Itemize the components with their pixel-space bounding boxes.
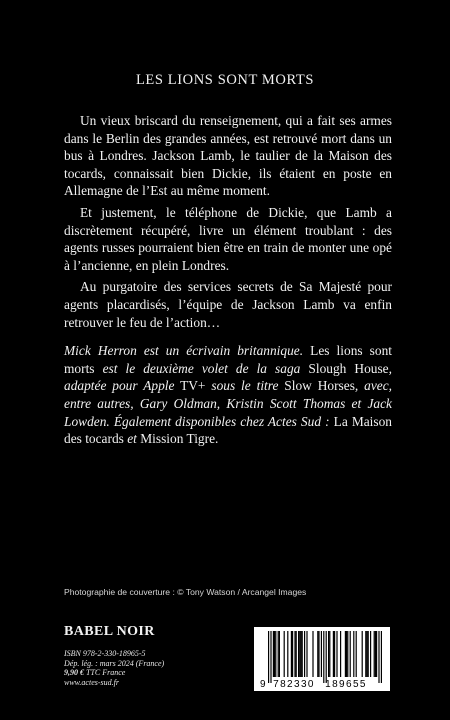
barcode-bar [270,631,271,683]
barcode-bar [374,631,375,677]
barcode-bar [302,631,303,677]
barcode-bar [312,631,313,677]
barcode-bar [336,631,337,677]
barcode-bar [378,631,379,683]
imprint-name: BABEL NOIR [64,624,155,639]
barcode-first-digit: 9 [260,679,266,690]
barcode-bar [317,631,318,677]
barcode-bar [365,631,366,677]
barcode-bar [370,631,371,677]
barcode-bar [340,631,341,677]
barcode-bar [268,631,269,683]
legal-deposit: Dép. lég. : mars 2024 (France) [64,658,165,668]
barcode-bar [323,631,324,683]
author-note: Mick Herron est un écrivain britannique. Les lions sont morts est le deuxième volet de la saga Slough House, adaptée pour Apple TV+ sous le titre Slow Horses, avec, entre autres, Gary Oldman, Kristin Scott Thomas et Jack Lowden. Également disponibles chez Actes Sud : La Maison des tocards et Mission Tigre. [64,343,393,447]
barcode-bar [346,631,347,677]
barcode-bar [329,631,330,677]
barcode-bar [347,631,348,677]
barcode-bar [326,631,327,683]
barcode-bar [299,631,300,677]
barcode-bar [345,631,346,677]
barcode [254,627,390,691]
barcode-graphic [254,627,390,691]
barcode-bar [334,631,335,677]
barcode-bar [300,631,301,677]
isbn-number: ISBN 978-2-330-18965-5 [64,649,146,658]
barcode-bar [273,631,274,677]
barcode-bar [291,631,292,677]
barcode-bar [362,631,363,677]
barcode-bar [296,631,297,677]
barcode-bar [350,631,351,677]
barcode-bar [294,631,295,677]
barcode-left-digits: 782330 [273,679,315,690]
barcode-bar [274,631,275,677]
cover-photo-credit: Photographie de couverture : © Tony Watson / Arcangel Images [64,587,307,597]
barcode-bar [381,631,382,683]
barcode-bar [353,631,354,677]
barcode-bar [287,631,288,677]
barcode-bar [284,631,285,677]
barcode-bar [321,631,322,677]
barcode-bar [318,631,319,677]
publication-info [64,649,164,687]
barcode-bar [376,631,377,677]
barcode-bar [279,631,280,677]
barcode-bar [333,631,334,677]
website: www.actes-sud.fr [64,677,119,687]
barcode-bar [375,631,376,677]
barcode-bar [306,631,307,677]
barcode-bars [268,631,382,683]
barcode-bar [292,631,293,677]
summary-paragraph-2: Et justement, le téléphone de Dickie, que Lamb a discrètement récupéré, livre un élément troublant : des agents russes pourraient bien être en train de monter une opé à l’ancienne, en plein Londres. [64,204,392,273]
barcode-bar [298,631,299,677]
price: 9,90 € TTC France [64,668,126,678]
back-cover-text [64,112,392,448]
barcode-bar [368,631,369,677]
barcode-bar [304,631,305,677]
barcode-right-digits: 189655 [325,679,367,690]
barcode-bar [275,631,276,677]
barcode-bar [366,631,367,677]
barcode-bar [328,631,329,677]
summary-paragraph-1: Un vieux briscard du renseignement, qui a fait ses armes dans le Berlin des grandes années, est retrouvé mort dans un bus à Londres. Jackson Lamb, le taulier de la Maison des tocards, connaissait bien Dickie, ils étaient en poste en Allemagne de l’Est au même moment. [64,113,392,199]
summary-paragraph-3: Au purgatoire des services secrets de Sa Majesté pour agents placardisés, l’équipe de Jackson Lamb va enfin retrouver le feu de l’action… [64,279,392,330]
book-title: LES LIONS SONT MORTS [135,72,315,88]
barcode-bar [356,631,357,677]
barcode-bar [278,631,279,677]
